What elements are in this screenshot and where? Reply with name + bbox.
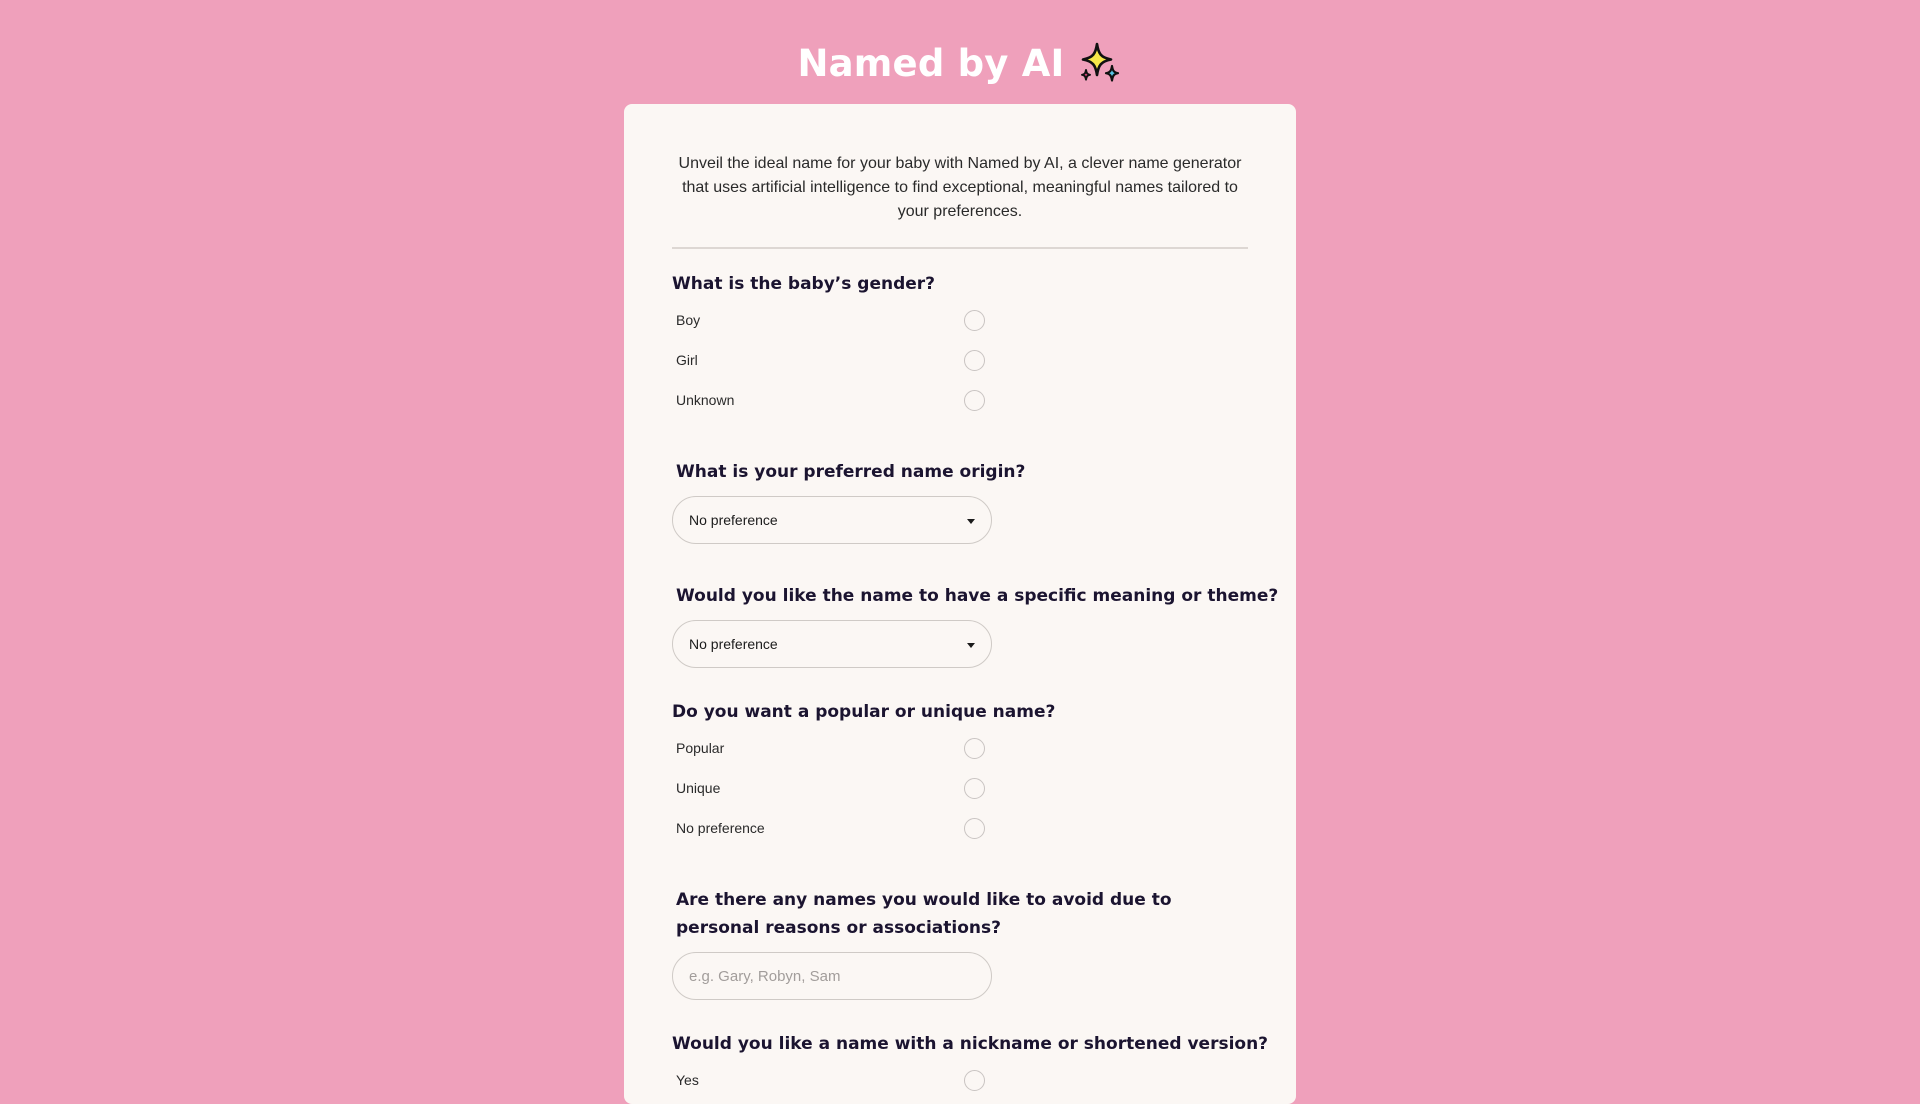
popularity-option-popular[interactable] <box>676 735 986 761</box>
radio-label: Boy <box>676 312 701 328</box>
radio-button[interactable] <box>964 778 985 799</box>
radio-label: Unknown <box>676 392 735 408</box>
origin-select[interactable] <box>672 496 992 544</box>
meaning-select[interactable] <box>672 620 992 668</box>
popularity-question: Do you want a popular or unique name? <box>672 702 1056 722</box>
sparkle-icon <box>1077 40 1123 86</box>
divider <box>672 247 1248 249</box>
radio-label: Popular <box>676 740 725 756</box>
radio-button[interactable] <box>964 350 985 371</box>
meaning-select-value: No preference <box>689 636 778 652</box>
radio-button[interactable] <box>964 1070 985 1091</box>
origin-select-value: No preference <box>689 512 778 528</box>
radio-button[interactable] <box>964 738 985 759</box>
caret-down-icon <box>967 519 975 524</box>
radio-label: Unique <box>676 780 721 796</box>
gender-question: What is the baby’s gender? <box>672 274 936 294</box>
avoid-question: Are there any names you would like to avoid due to personal reasons or associations? <box>676 890 1172 938</box>
radio-button[interactable] <box>964 390 985 411</box>
popularity-option-unique[interactable] <box>676 775 986 801</box>
nickname-question: Would you like a name with a nickname or shortened version? <box>672 1034 1269 1054</box>
radio-label: Yes <box>676 1072 699 1088</box>
gender-option-boy[interactable] <box>676 307 986 333</box>
nickname-option-yes[interactable] <box>676 1067 986 1093</box>
header <box>0 40 1920 86</box>
app-title <box>797 40 1122 86</box>
radio-label: No preference <box>676 820 765 836</box>
radio-button[interactable] <box>964 818 985 839</box>
popularity-option-no-preference[interactable] <box>676 815 986 841</box>
caret-down-icon <box>967 643 975 648</box>
radio-label: Girl <box>676 352 698 368</box>
form-card <box>624 104 1296 1104</box>
origin-question: What is your preferred name origin? <box>676 462 1026 482</box>
gender-option-unknown[interactable] <box>676 387 986 413</box>
intro-text: Unveil the ideal name for your baby with Named by AI, a clever name generator that uses artificial intelligence to find exceptional, meaningful names tailored to your preferences. <box>678 155 1242 220</box>
gender-option-girl[interactable] <box>676 347 986 373</box>
app-title-text: Named by AI <box>797 41 1065 85</box>
avoid-names-input[interactable] <box>672 952 992 1000</box>
radio-button[interactable] <box>964 310 985 331</box>
meaning-question: Would you like the name to have a specific meaning or theme? <box>676 586 1279 606</box>
